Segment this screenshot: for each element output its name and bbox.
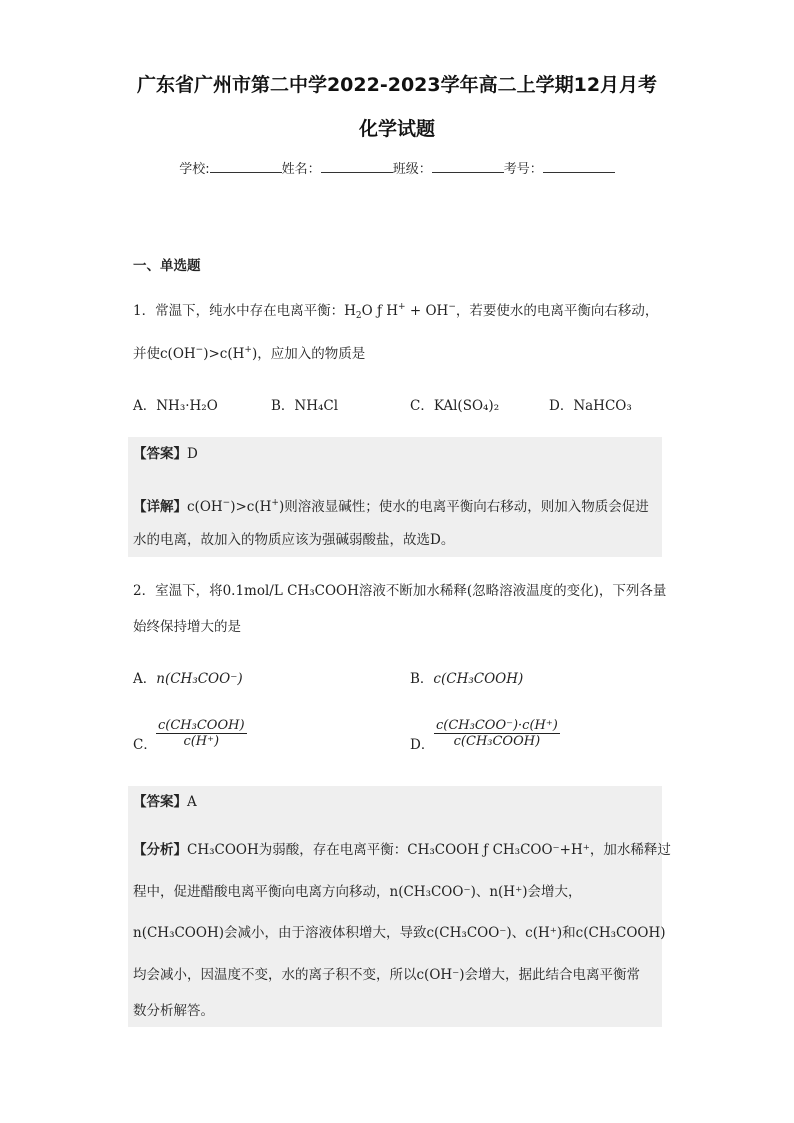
name-label: 姓名： (281, 162, 321, 177)
q1-option-d: D．NaHCO₃ (549, 398, 632, 414)
q2-analysis-line1: 【分析】CH₃COOH为弱酸，存在电离平衡：CH₃COOH ƒ CH₃COO⁻+H⁺，加水稀释过 (133, 842, 671, 858)
exam-number-blank[interactable] (543, 160, 615, 173)
exam-subtitle: 化学试题 (358, 118, 435, 140)
class-blank[interactable] (432, 160, 504, 173)
q2-option-c-fraction: c(CH₃COOH) c(H⁺) (158, 718, 245, 749)
q1-answer-line (133, 444, 198, 464)
q2-answer-line: 【答案】A (133, 794, 197, 810)
q2-answer: A (187, 794, 197, 810)
q2-option-d-fraction: c(CH₃COO⁻)·c(H⁺) c(CH₃COOH) (436, 718, 558, 749)
q1-detail-line1: 【详解】c(OH−)>c(H+)则溶液显碱性；使水的电离平衡向右移动，则加入物质会促进 (133, 498, 649, 515)
q2-answer-box (128, 786, 671, 1027)
q2-analysis-line2: 程中，促进醋酸电离平衡向电离方向移动，n(CH₃COO⁻)、n(H⁺)会增大， (133, 884, 582, 900)
q2-option-a: A．n(CH₃COO⁻) (133, 671, 243, 687)
q1-detail-line2: 水的电离，故加入的物质应该为强碱弱酸盐，故选D。 (133, 532, 455, 548)
q2-stem-line1: 2．室温下，将0.1mol/L CH₃COOH溶液不断加水稀释(忽略溶液温度的变化)，下列各量 (133, 583, 667, 599)
q2-analysis-line3: n(CH₃COOH)会减小，由于溶液体积增大，导致c(CH₃COO⁻)、c(H⁺)和c(CH₃COOH) (133, 925, 666, 941)
school-blank[interactable] (210, 160, 282, 173)
q2-option-b: B．c(CH₃COOH) (410, 671, 524, 687)
q1-answer-box (128, 437, 662, 557)
analysis-label: 【分析】 (133, 842, 187, 858)
exam-title: 广东省广州市第二中学2022-2023学年高二上学期12月月考 (136, 74, 658, 96)
name-blank[interactable] (321, 160, 393, 173)
q2-option-d-label: D． (410, 737, 435, 753)
q2-analysis-line5: 数分析解答。 (133, 1003, 214, 1019)
q1-stem-line1: 1．常温下，纯水中存在电离平衡：$H_2O$ ƒ H+ + OH−，若要使水的电离平衡向右移动， (133, 302, 659, 321)
school-label: 学校: (179, 162, 210, 177)
section-heading: 一、单选题 (133, 258, 201, 274)
q1-stem-line2: 并使c(OH−)>c(H+)，应加入的物质是 (133, 345, 366, 362)
detail-label: 【详解】 (133, 499, 187, 515)
class-label: 班级： (392, 162, 432, 177)
q1-option-b: B．NH₄Cl (271, 398, 339, 414)
q1-option-c: C．KAl(SO₄)₂ (410, 398, 500, 414)
q2-analysis-line4: 均会减小，因温度不变，水的离子积不变，所以c(OH⁻)会增大，据此结合电离平衡常 (133, 967, 641, 983)
answer-label: 【答案】 (133, 446, 187, 462)
q2-stem-line2: 始终保持增大的是 (133, 619, 241, 635)
exam-number-label: 考号： (503, 162, 543, 177)
student-info-row (0, 158, 794, 177)
q2-option-c-label: C． (133, 737, 157, 753)
q1-option-a: A．NH₃·H₂O (133, 398, 218, 414)
q1-answer: D (187, 446, 198, 462)
